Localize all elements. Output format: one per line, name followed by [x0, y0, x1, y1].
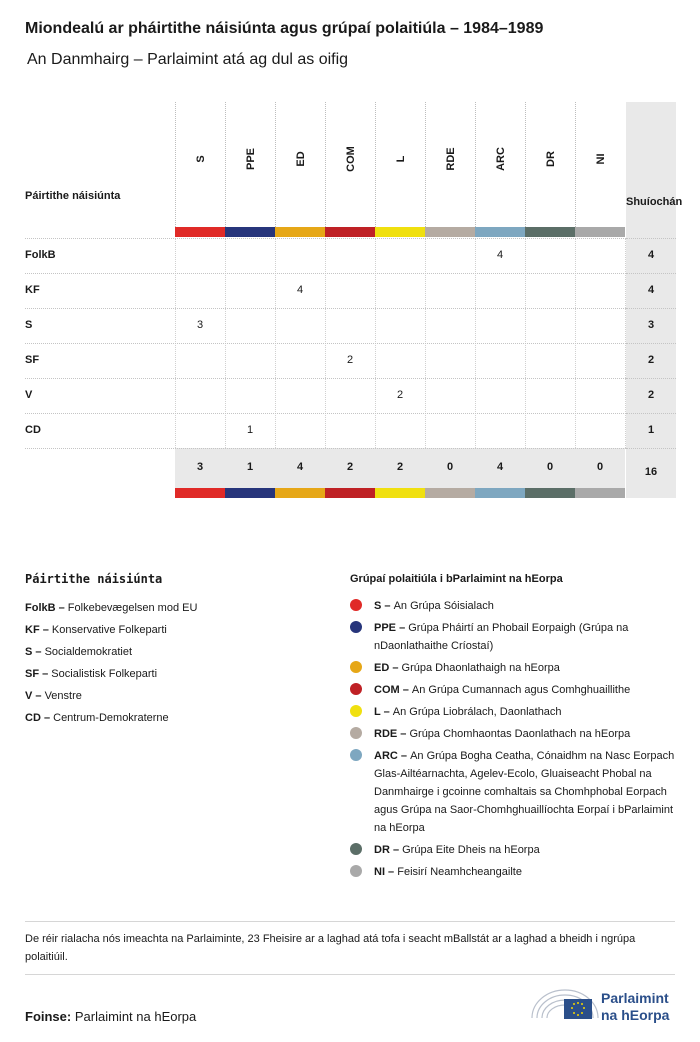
- party-abbr: CD –: [25, 712, 54, 724]
- row-divider: [25, 238, 626, 239]
- table-cell: 4: [496, 249, 504, 261]
- group-legend-item: [350, 659, 680, 677]
- row-label-sf: SF: [25, 354, 40, 366]
- group-abbr: ED –: [374, 662, 402, 674]
- table-cell: 4: [296, 284, 304, 296]
- divider: [25, 974, 675, 975]
- row-divider: [25, 378, 626, 379]
- color-bar-bottom-arc: [475, 488, 525, 498]
- party-name: Konservative Folkeparti: [51, 624, 167, 636]
- source-label: Foinse:: [25, 1009, 72, 1024]
- group-name: An Grúpa Sóisialach: [393, 600, 494, 612]
- row-total-kf: 4: [647, 284, 655, 296]
- color-bar-top-rde: [425, 227, 475, 237]
- party-legend-item: [25, 685, 197, 707]
- grand-total: 16: [644, 466, 658, 478]
- row-divider: [25, 273, 626, 274]
- group-color-dot: [350, 843, 362, 855]
- group-legend-item: [350, 681, 680, 699]
- group-color-dot: [350, 683, 362, 695]
- group-abbr: NI –: [374, 866, 398, 878]
- row-total-sf: 2: [647, 354, 655, 366]
- row-label-v: V: [25, 389, 33, 401]
- party-name: Venstre: [44, 690, 82, 702]
- party-abbr: FolkB –: [25, 602, 68, 614]
- color-bar-bottom-s: [175, 488, 225, 498]
- column-header-s: [175, 102, 225, 227]
- group-legend-item: [350, 747, 680, 837]
- column-label: DR: [544, 151, 557, 167]
- row-label-kf: KF: [25, 284, 40, 296]
- column-total-l: 2: [396, 461, 404, 473]
- column-total-dr: 0: [546, 461, 554, 473]
- column-header-ppe: [225, 102, 275, 227]
- group-abbr: S –: [374, 600, 394, 612]
- party-legend-item: [25, 707, 197, 729]
- party-name: Folkebevægelsen mod EU: [67, 602, 198, 614]
- table-cell: 2: [346, 354, 354, 366]
- party-legend-item: [25, 641, 197, 663]
- row-label-s: S: [25, 319, 33, 331]
- color-bar-bottom-rde: [425, 488, 475, 498]
- color-bar-top-l: [375, 227, 425, 237]
- group-legend: [350, 597, 680, 885]
- party-name: Centrum-Demokraterne: [53, 712, 169, 724]
- column-label: RDE: [444, 147, 457, 171]
- group-name: Grúpa Eite Dheis na hEorpa: [402, 844, 540, 856]
- group-name: An Grúpa Liobrálach, Daonlathach: [392, 706, 562, 718]
- total-header-label: Shuíochán: [626, 196, 683, 208]
- column-total-ni: 0: [596, 461, 604, 473]
- color-bar-bottom-ppe: [225, 488, 275, 498]
- column-header-ed: [275, 102, 325, 227]
- group-color-dot: [350, 621, 362, 633]
- group-color-dot: [350, 599, 362, 611]
- color-bar-bottom-ed: [275, 488, 325, 498]
- column-total-s: 3: [196, 461, 204, 473]
- group-abbr: DR –: [374, 844, 403, 856]
- hemicycle-icon: [530, 984, 600, 1024]
- party-abbr: KF –: [25, 624, 52, 636]
- group-legend-item: [350, 597, 680, 615]
- color-bar-top-ed: [275, 227, 325, 237]
- color-bar-bottom-ni: [575, 488, 625, 498]
- color-bar-top-ppe: [225, 227, 275, 237]
- group-name: Grúpa Chomhaontas Daonlathach na hEorpa: [409, 728, 631, 740]
- column-total-ppe: 1: [246, 461, 254, 473]
- logo-line-2: na hEorpa: [601, 1007, 670, 1023]
- party-abbr: SF –: [25, 668, 52, 680]
- group-name: Grúpa Pháirtí an Phobail Eorpaigh (Grúpa na nDaonlathaithe Críostaí): [374, 622, 629, 652]
- column-total-arc: 4: [496, 461, 504, 473]
- color-bar-top-ni: [575, 227, 625, 237]
- column-label: COM: [344, 146, 357, 172]
- color-bar-top-s: [175, 227, 225, 237]
- column-total-ed: 4: [296, 461, 304, 473]
- row-divider: [25, 308, 626, 309]
- grand-total-separator: [626, 448, 676, 449]
- group-color-dot: [350, 661, 362, 673]
- seat-table: [0, 0, 700, 520]
- page-subtitle: An Danmhairg – Parlaimint atá ag dul as oifig: [27, 51, 349, 68]
- party-name: Socialdemokratiet: [44, 646, 133, 658]
- table-cell: 1: [246, 424, 254, 436]
- color-bar-bottom-dr: [525, 488, 575, 498]
- party-legend-item: [25, 619, 197, 641]
- footnote: De réir rialacha nós imeachta na Parlaiminte, 23 Fheisire ar a laghad atá tofa i seacht mBallstát ar a laghad a bheidh i ngrúpa polaitiúil.: [25, 933, 636, 963]
- color-bar-top-arc: [475, 227, 525, 237]
- table-cell: 3: [196, 319, 204, 331]
- group-legend-item: [350, 863, 680, 881]
- group-abbr: PPE –: [374, 622, 409, 634]
- logo-text: [601, 990, 669, 1024]
- color-bar-top-dr: [525, 227, 575, 237]
- group-legend-item: [350, 619, 680, 655]
- color-bar-top-com: [325, 227, 375, 237]
- source-value: Parlaimint na hEorpa: [74, 1009, 197, 1024]
- group-legend-title: Grúpaí polaitiúla i bParlaimint na hEorpa: [350, 573, 563, 585]
- column-total-com: 2: [346, 461, 354, 473]
- group-name: An Grúpa Cumannach agus Comhghuaillithe: [411, 684, 631, 696]
- group-color-dot: [350, 749, 362, 761]
- group-abbr: RDE –: [374, 728, 410, 740]
- column-header-ni: [575, 102, 625, 227]
- total-column-background: [626, 102, 683, 498]
- row-divider: [25, 448, 626, 449]
- party-abbr: V –: [25, 690, 45, 702]
- column-header-l: [375, 102, 425, 227]
- column-header-dr: [525, 102, 575, 227]
- divider: [25, 921, 675, 922]
- column-header-com: [325, 102, 375, 227]
- source-credit: [25, 1009, 196, 1024]
- total-divider: [626, 238, 676, 239]
- group-color-dot: [350, 727, 362, 739]
- group-color-dot: [350, 865, 362, 877]
- column-label: ED: [294, 151, 307, 167]
- row-total-s: 3: [647, 319, 655, 331]
- total-divider: [626, 273, 676, 274]
- group-legend-item: [350, 841, 680, 859]
- group-abbr: ARC –: [374, 750, 411, 762]
- row-label-folkb: FolkB: [25, 249, 56, 261]
- column-label: S: [194, 155, 207, 163]
- page-title: Miondealú ar pháirtithe náisiúnta agus grúpaí polaitiúla – 1984–1989: [25, 20, 544, 37]
- row-total-cd: 1: [647, 424, 655, 436]
- party-legend-title: Páirtithe náisiúnta: [25, 572, 163, 586]
- column-label: ARC: [494, 147, 507, 171]
- column-header-rde: [425, 102, 475, 227]
- party-name: Socialistisk Folkeparti: [51, 668, 158, 680]
- group-abbr: L –: [374, 706, 393, 718]
- column-label: L: [394, 155, 407, 163]
- party-legend-item: [25, 597, 197, 619]
- group-name: Grúpa Dhaonlathaigh na hEorpa: [401, 662, 560, 674]
- row-total-v: 2: [647, 389, 655, 401]
- column-label: PPE: [244, 147, 257, 171]
- group-legend-item: [350, 703, 680, 721]
- total-divider: [626, 413, 676, 414]
- row-total-folkb: 4: [647, 249, 655, 261]
- row-header-label: Páirtithe náisiúnta: [25, 190, 121, 202]
- group-color-dot: [350, 705, 362, 717]
- row-label-cd: CD: [25, 424, 41, 436]
- row-divider: [25, 343, 626, 344]
- table-cell: 2: [396, 389, 404, 401]
- color-bar-bottom-l: [375, 488, 425, 498]
- party-abbr: S –: [25, 646, 45, 658]
- row-divider: [25, 413, 626, 414]
- total-divider: [626, 378, 676, 379]
- column-header-arc: [475, 102, 525, 227]
- party-legend: [25, 597, 197, 729]
- group-legend-item: [350, 725, 680, 743]
- column-total-rde: 0: [446, 461, 454, 473]
- total-divider: [626, 308, 676, 309]
- color-bar-bottom-com: [325, 488, 375, 498]
- group-name: An Grúpa Bogha Ceatha, Cónaidhm na Nasc Eorpach Glas-Ailtéarnachta, Agelev-Ecolo, Gluaiseacht Phobal na Danmhairge i gcoinne comhaltais sa Chomhphobal Eorpach agus Grúpa na Saor-Chomhghuaillíochta Eorpaí i bParlaimint na hEorpa: [374, 750, 675, 834]
- party-legend-item: [25, 663, 197, 685]
- group-name: Feisirí Neamhcheangailte: [397, 866, 522, 878]
- european-parliament-logo: [530, 984, 680, 1024]
- logo-line-1: Parlaimint: [601, 990, 669, 1006]
- total-divider: [626, 343, 676, 344]
- group-abbr: COM –: [374, 684, 412, 696]
- column-label: NI: [594, 153, 607, 165]
